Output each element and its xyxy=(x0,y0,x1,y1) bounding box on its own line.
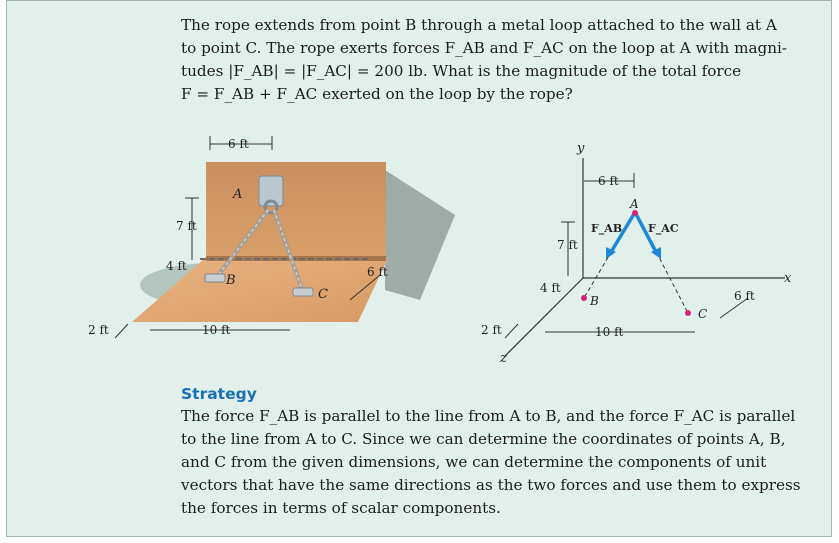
dim-7ft-label: 7 ft xyxy=(557,238,578,252)
point-B-dot xyxy=(581,295,587,301)
dim-10ft-label: 10 ft xyxy=(202,323,231,337)
point-C-label: C xyxy=(318,287,328,302)
problem-line-4: F = F_AB + F_AC exerted on the loop by the rope? xyxy=(181,85,573,103)
point-B-label: B xyxy=(590,294,599,308)
problem-line-3: tudes |F_AB| = |F_AC| = 200 lb. What is the magnitude of the total force xyxy=(181,62,742,80)
dim-4ft-label: 4 ft xyxy=(166,259,187,273)
dim-2ft-label: 2 ft xyxy=(88,323,109,337)
dim-6ft-side-label: 6 ft xyxy=(734,289,755,303)
strategy-heading: Strategy xyxy=(181,385,257,403)
dim-7ft-label: 7 ft xyxy=(176,219,197,233)
dim-6ft-side-label: 6 ft xyxy=(367,265,388,279)
axis-x-label: x xyxy=(784,271,792,286)
strategy-line-1: The force F_AB is parallel to the line from A to B, and the force F_AC is parallel xyxy=(181,407,796,425)
problem-line-1: The rope extends from point B through a metal loop attached to the wall at A xyxy=(181,16,777,34)
point-C-dot xyxy=(685,310,691,316)
dim-10ft-label: 10 ft xyxy=(595,325,624,339)
point-A-label: A xyxy=(630,197,639,211)
dim-6ft-label: 6 ft xyxy=(228,137,249,151)
strategy-line-2: to the line from A to C. Since we can determine the coordinates of points A, B, xyxy=(181,430,786,448)
point-B-label: B xyxy=(226,273,236,288)
strategy-line-3: and C from the given dimensions, we can determine the components of unit xyxy=(181,453,767,471)
strategy-line-4: vectors that have the same directions as the two forces and use them to express xyxy=(181,476,801,494)
dim-6ft-top-label: 6 ft xyxy=(598,174,619,188)
dim-2ft-label: 2 ft xyxy=(481,323,502,337)
strategy-text xyxy=(181,405,821,520)
strategy-line-5: the forces in terms of scalar components. xyxy=(181,499,501,517)
dim-4ft-label: 4 ft xyxy=(540,281,561,295)
axis-y-label: y xyxy=(577,141,585,156)
point-C-label: C xyxy=(698,307,708,321)
force-AC-label: F_AC xyxy=(648,222,679,235)
force-AB-label: F_AB xyxy=(591,222,623,235)
axis-z-label: z xyxy=(500,351,507,366)
problem-line-2: to point C. The rope exerts forces F_AB and F_AC on the loop at A with magni- xyxy=(181,39,788,57)
dim-2ft-slash xyxy=(505,324,518,338)
point-A-label: A xyxy=(233,187,243,202)
